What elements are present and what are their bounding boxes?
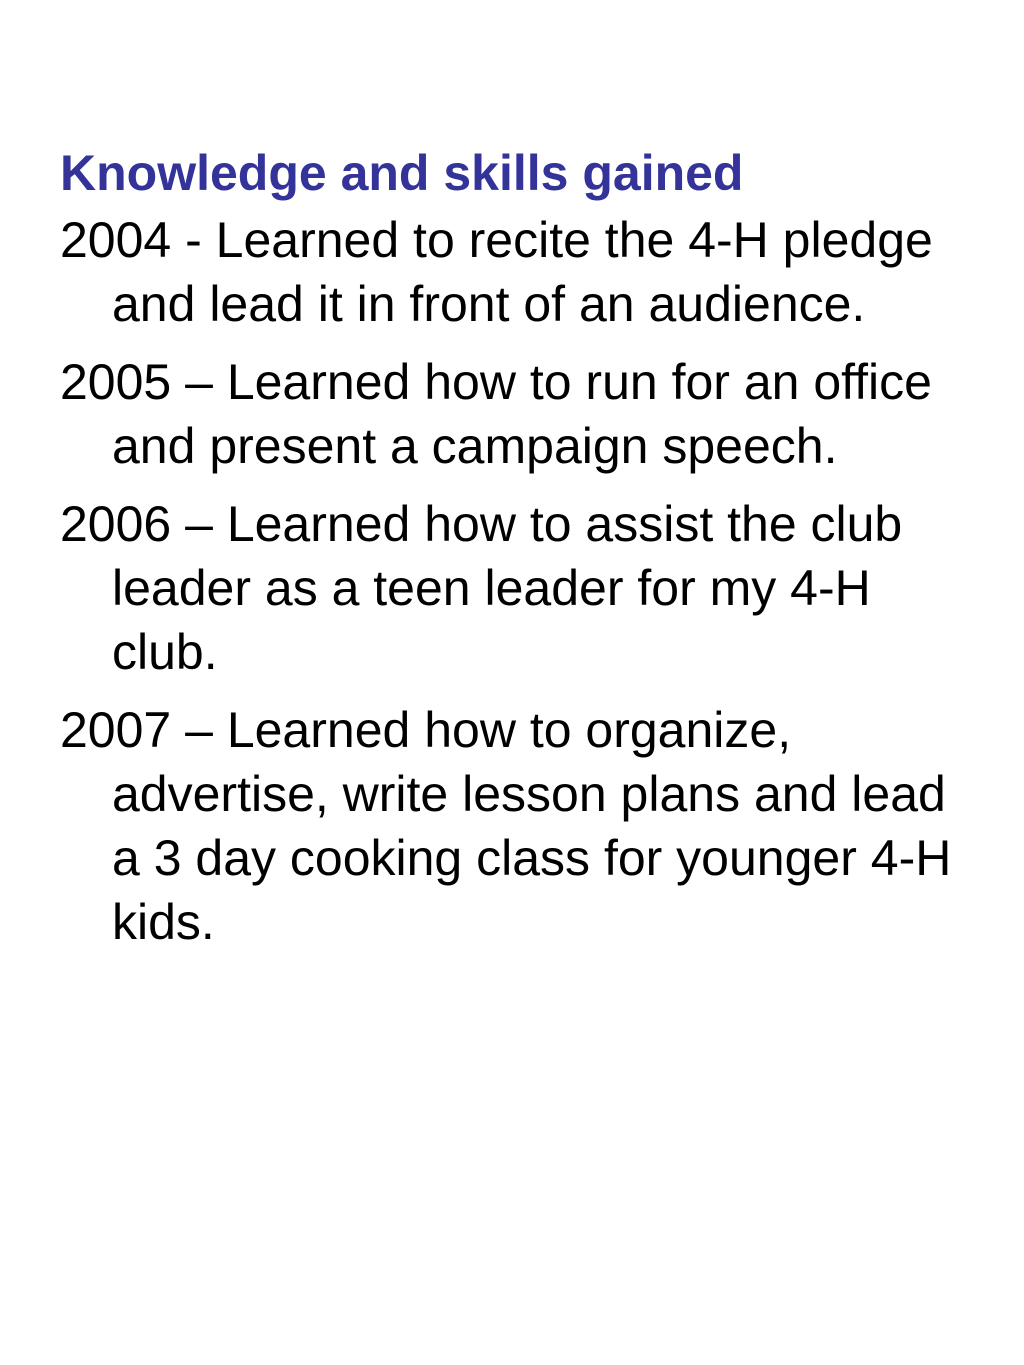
skills-list (60, 208, 970, 954)
slide-heading: Knowledge and skills gained (60, 145, 744, 201)
skills-entry-2007: 2007 – Learned how to organize, advertise, write lesson plans and lead a 3 day cooking class for younger 4-H kids. (60, 702, 952, 950)
slide-content (60, 140, 970, 968)
skills-entry-2004: 2004 - Learned to recite the 4-H pledge and lead it in front of an audience. (60, 212, 933, 332)
skills-entry-2005: 2005 – Learned how to run for an office and present a campaign speech. (60, 354, 932, 474)
skills-entry-2006: 2006 – Learned how to assist the club leader as a teen leader for my 4-H club. (60, 496, 903, 680)
